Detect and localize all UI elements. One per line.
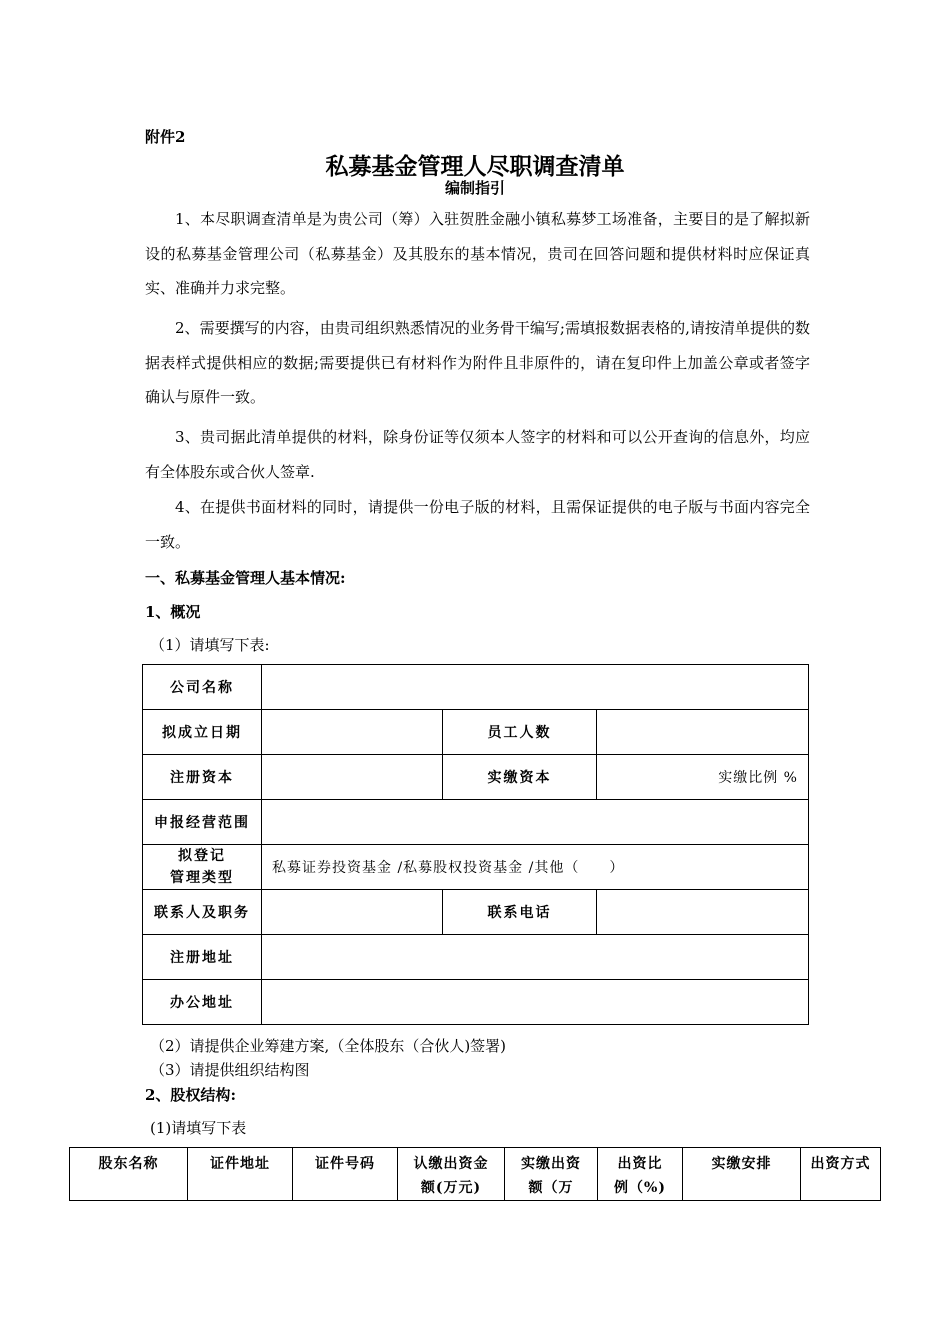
contact-label: 联系人及职务	[143, 890, 262, 935]
contact-field[interactable]	[262, 890, 443, 935]
guideline-paragraph-3: 3、贵司据此清单提供的材料，除身份证等仅须本人签字的材料和可以公开查询的信息外，均应有全体股东或合伙人签章.	[145, 428, 810, 481]
header-text: 认缴出资金	[413, 1156, 489, 1172]
paid-ratio-field[interactable]: 实缴比例 %	[597, 755, 809, 800]
registration-type-label-line1: 拟登记	[178, 848, 226, 864]
company-name-label: 公司名称	[143, 665, 262, 710]
paid-capital-label: 实缴资本	[443, 755, 597, 800]
header-text: 出资方式	[810, 1156, 871, 1172]
header-id-number	[293, 1148, 398, 1201]
note-fill-share-table: (1)请填写下表	[150, 1119, 247, 1137]
registered-address-field[interactable]	[262, 935, 809, 980]
planned-date-label: 拟成立日期	[143, 710, 262, 755]
table-row	[143, 845, 809, 890]
header-payment-arrangement	[683, 1148, 801, 1201]
table-row	[143, 890, 809, 935]
header-paid-amount	[505, 1148, 598, 1201]
guideline-paragraph-2: 2、需要撰写的内容，由贵司组织熟悉情况的业务骨干编写;需填报数据表格的,请按清单提供的数据表样式提供相应的数据;需要提供已有材料作为附件且非原件的，请在复印件上加盖公章或者签字确认与原件一致。	[145, 319, 810, 406]
header-text: 证件地址	[210, 1156, 270, 1172]
table-row	[143, 710, 809, 755]
header-shareholder-name	[70, 1148, 188, 1201]
header-contribution-method	[801, 1148, 881, 1201]
registered-capital-field[interactable]	[262, 755, 443, 800]
registration-type-label-line2: 管理类型	[170, 870, 234, 886]
header-text: 出资比	[617, 1156, 663, 1172]
guideline-paragraph-1: 1、本尽职调查清单是为贵公司（筹）入驻贺胜金融小镇私募梦工场准备，主要目的是了解拟新设的私募基金管理公司（私募基金）及其股东的基本情况，贵司在回答问题和提供材料时应保证真实、准确并力求完整。	[145, 210, 810, 297]
header-text: 股东名称	[98, 1156, 159, 1172]
header-contribution-ratio	[598, 1148, 683, 1201]
header-text: 证件号码	[315, 1156, 375, 1172]
shareholding-table	[69, 1147, 881, 1201]
header-id-address	[188, 1148, 293, 1201]
subsection-2-heading: 2、股权结构:	[145, 1086, 236, 1104]
header-text: 实缴安排	[711, 1156, 772, 1172]
header-text: 额(万元)	[420, 1180, 482, 1196]
document-title: 私募基金管理人尽职调查清单	[325, 153, 625, 180]
header-text: 实缴出资	[521, 1156, 581, 1172]
subsection-1-heading: 1、概况	[145, 603, 201, 621]
table-row	[143, 935, 809, 980]
staff-count-label: 员工人数	[443, 710, 597, 755]
note-fill-table: （1）请填写下表:	[150, 636, 270, 654]
company-name-field[interactable]	[262, 665, 809, 710]
phone-label: 联系电话	[443, 890, 597, 935]
document-subtitle: 编制指引	[444, 179, 505, 197]
table-row	[143, 800, 809, 845]
staff-count-field[interactable]	[597, 710, 809, 755]
business-scope-label: 申报经营范围	[143, 800, 262, 845]
section-1-heading: 一、私募基金管理人基本情况:	[145, 569, 346, 587]
business-scope-field[interactable]	[262, 800, 809, 845]
header-text: 例（%)	[614, 1180, 666, 1196]
registered-address-label: 注册地址	[143, 935, 262, 980]
manager-info-table	[142, 664, 809, 1025]
table-row	[143, 980, 809, 1025]
office-address-label: 办公地址	[143, 980, 262, 1025]
table-row	[143, 755, 809, 800]
table-row	[143, 665, 809, 710]
registration-type-options[interactable]: 私募证券投资基金 /私募股权投资基金 /其他（ ）	[262, 845, 809, 890]
phone-field[interactable]	[597, 890, 809, 935]
note-founding-plan: （2）请提供企业筹建方案,（全体股东（合伙人)签署)	[150, 1037, 507, 1055]
planned-date-field[interactable]	[262, 710, 443, 755]
registered-capital-label: 注册资本	[143, 755, 262, 800]
header-text: 额（万	[528, 1180, 574, 1196]
table-header-row	[70, 1148, 881, 1201]
guideline-paragraph-4: 4、在提供书面材料的同时，请提供一份电子版的材料，且需保证提供的电子版与书面内容完全一致。	[145, 498, 810, 551]
header-subscribed-amount	[398, 1148, 505, 1201]
office-address-field[interactable]	[262, 980, 809, 1025]
attachment-label: 附件2	[145, 128, 186, 146]
registration-type-label	[143, 845, 262, 890]
note-org-chart: （3）请提供组织结构图	[150, 1061, 310, 1079]
